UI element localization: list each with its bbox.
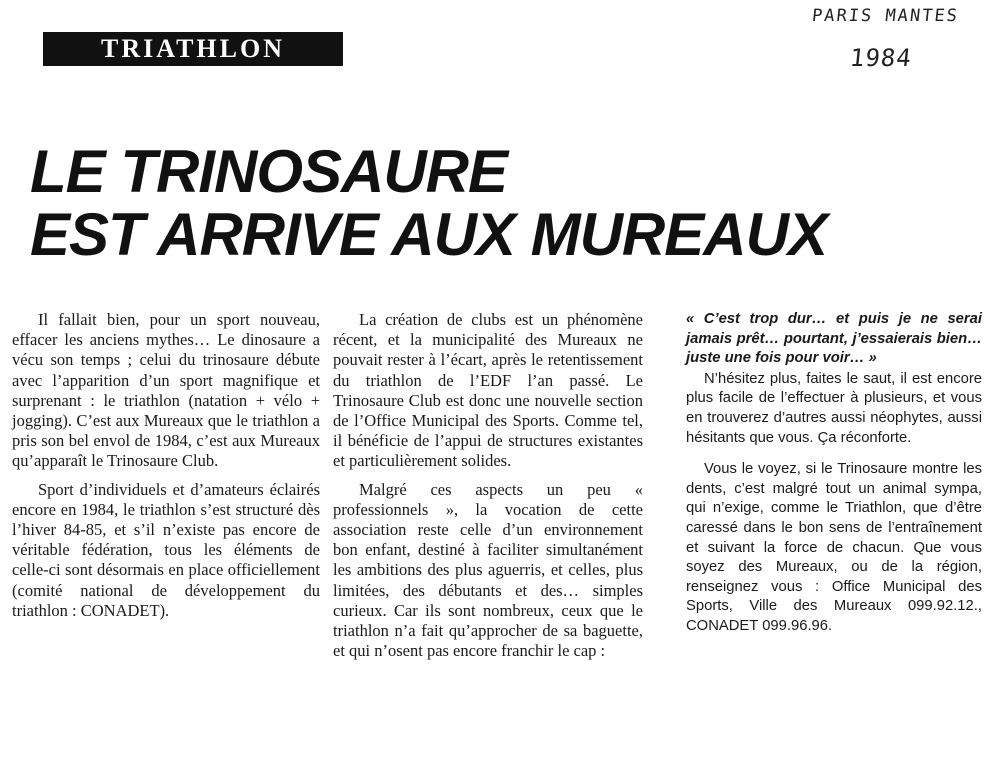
paragraph: Malgré ces aspects un peu « professionnels », la vocation de cette association reste celle d’un environnement bon enfant, destiné à faciliter simultanément les ambitions des plus aguerris, et celles, plus limitées, des débutants et des… simples curieux. Car ils sont nombreux, ceux que le triathlon n’a fait qu’approcher de sa baguette, et qui n’osent pas encore franchir le cap : — [333, 479, 643, 661]
paragraph: Sport d’individuels et d’amateurs éclairés encore en 1984, le triathlon s’est structuré dès l’hiver 84-85, et s’il n’existe pas encore de véritable fédération, tous les éléments de celle-ci sont désormais en place officiellement (comité national de développement du triathlon : CONADET). — [12, 479, 320, 620]
handwritten-year-note: 1984 — [848, 44, 914, 72]
headline-line-1: LE TRINOSAURE — [30, 138, 508, 205]
headline — [30, 140, 970, 266]
pull-quote: « C’est trop dur… et puis je ne serai jamais prêt… pourtant, j’essaierais bien… juste une fois pour voir… » — [686, 311, 982, 367]
article-column-3 — [686, 310, 982, 637]
paragraph: Vous le voyez, si le Trinosaure montre les dents, c’est malgré tout un animal sympa, qui n’exige, comme le Triathlon, que d’être caressé dans le bon sens de l’entraînement et suivant la force de chacun. Que vous soyez des Mureaux, ou de la région, renseignez vous : Office Municipal des Sports, Ville des Mureaux 099.92.12., CONADET 099.96.96. — [686, 461, 982, 634]
headline-line-2: EST ARRIVE AUX MUREAUX — [30, 201, 827, 268]
paragraph: N’hésitez plus, faites le saut, il est encore plus facile de l’effectuer à plusieurs, et vous en trouverez d’autres aussi néophytes, aussi hésitants que vous. Ça réconforte. — [686, 370, 982, 446]
handwritten-source-note: PARIS MANTES — [810, 6, 960, 26]
article-column-1 — [12, 310, 320, 621]
paragraph: Il fallait bien, pour un sport nouveau, effacer les anciens mythes… Le dinosaure a vécu son temps ; celui du trinosaure débute avec l’apparition d’un sport magnifique et surprenant : le triathlon (natation + vélo + jogging). C’est aux Mureaux que le triathlon a pris son bel envol de 1984, c’est aux Mureaux qu’apparaît le Trinosaure Club. — [12, 310, 320, 471]
section-tag: TRIATHLON — [43, 32, 343, 66]
article-column-2 — [333, 310, 643, 661]
paragraph: La création de clubs est un phénomène récent, et la municipalité des Mureaux ne pouvait rester à l’écart, après le retentissement du triathlon de l’EDF l’an passé. Le Trinosaure Club est donc une nouvelle section de l’Office Municipal des Sports. Comme tel, il bénéficie de l’appui de structures existantes et particulièrement solides. — [333, 310, 643, 471]
